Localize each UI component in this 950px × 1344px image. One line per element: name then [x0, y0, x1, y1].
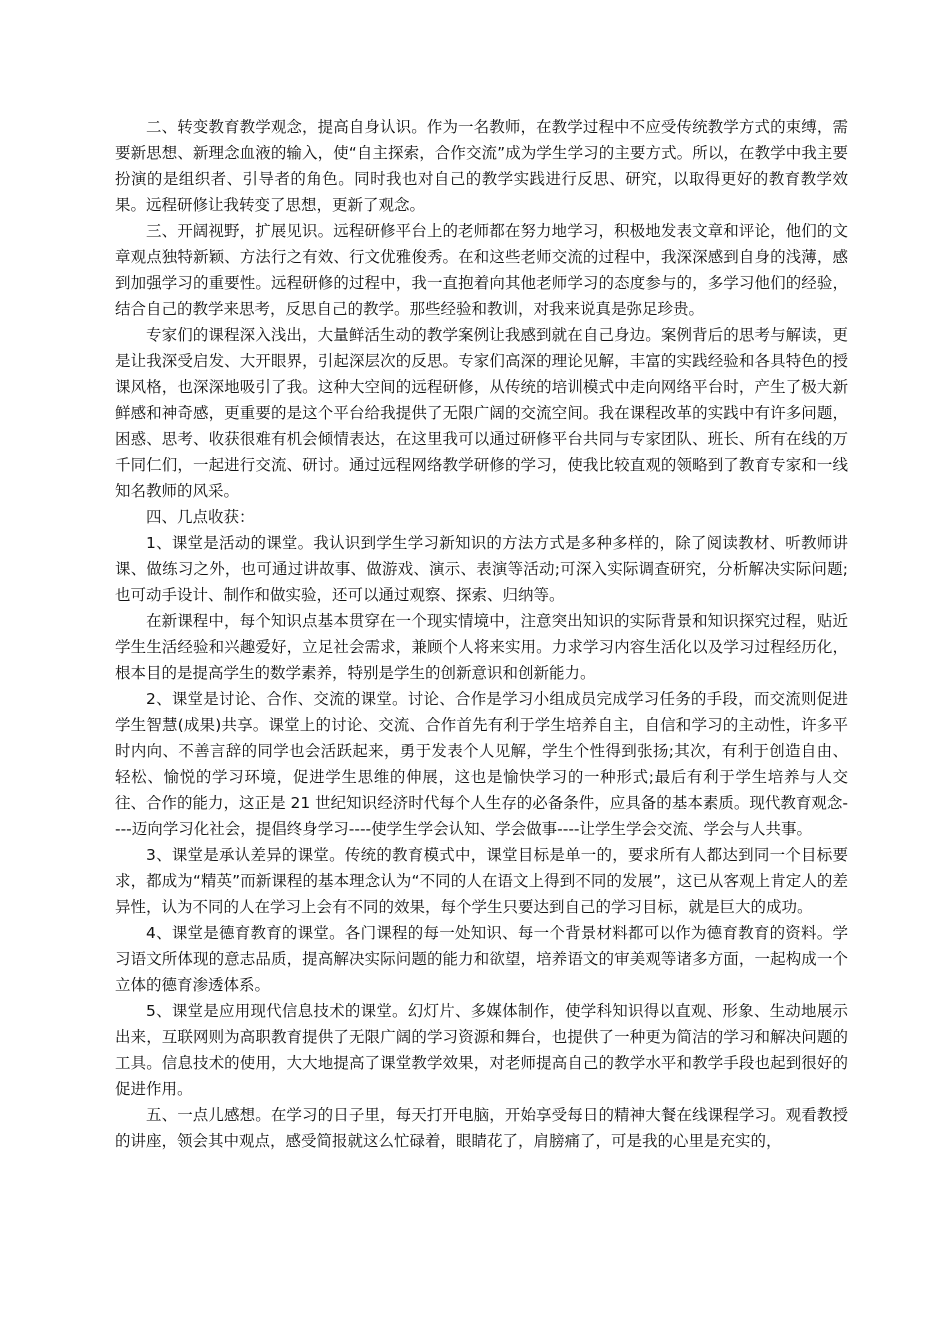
paragraph-reflections: 五、一点儿感想。在学习的日子里，每天打开电脑，开始享受每日的精神大餐在线课程学习。观看教授的讲座，领会其中观点，感受简报就这么忙碌着，眼睛花了，肩膀痛了，可是我的心里是充实的，	[115, 1106, 848, 1150]
paragraph-gain-5: 5、课堂是应用现代信息技术的课堂。幻灯片、多媒体制作，使学科知识得以直观、形象、生动地展示出来，互联网则为高职教育提供了无限广阔的学习资源和舞台，也提供了一种更为简洁的学习和解决问题的工具。信息技术的使用，大大地提高了课堂教学效果，对老师提高自己的教学水平和教学手段也起到很好的促进作用。	[115, 1002, 848, 1098]
paragraph-expert-courses: 专家们的课程深入浅出，大量鲜活生动的教学案例让我感到就在自己身边。案例背后的思考与解读，更是让我深受启发、大开眼界，引起深层次的反思。专家们高深的理论见解，丰富的实践经验和各具特色的授课风格，也深深地吸引了我。这种大空间的远程研修，从传统的培训模式中走向网络平台时，产生了极大新鲜感和神奇感，更重要的是这个平台给我提供了无限广阔的交流空间。我在课程改革的实践中有许多问题，困惑、思考、收获很难有机会倾情表达，在这里我可以通过研修平台共同与专家团队、班长、所有在线的万千同仁们，一起进行交流、研讨。通过远程网络教学研修的学习，使我比较直观的领略到了教育专家和一线知名教师的风采。	[115, 326, 848, 500]
paragraph-gain-1: 1、课堂是活动的课堂。我认识到学生学习新知识的方法方式是多种多样的，除了阅读教材、听教师讲课、做练习之外，也可通过讲故事、做游戏、演示、表演等活动;可深入实际调查研究，分析解决实际问题;也可动手设计、制作和做实验，还可以通过观察、探索、归纳等。	[115, 534, 848, 604]
paragraph-transform-concepts: 二、转变教育教学观念，提高自身认识。作为一名教师，在教学过程中不应受传统教学方式的束缚，需要新思想、新理念血液的输入，使“自主探索，合作交流”成为学生学习的主要方式。所以，在教学中我主要扮演的是组织者、引导者的角色。同时我也对自己的教学实践进行反思、研究，以取得更好的教育教学效果。远程研修让我转变了思想，更新了观念。	[115, 118, 848, 214]
document-body	[115, 114, 848, 1154]
section-heading-gains: 四、几点收获：	[146, 508, 255, 526]
paragraph-gain-2: 2、课堂是讨论、合作、交流的课堂。讨论、合作是学习小组成员完成学习任务的手段，而交流则促进学生智慧(成果)共享。课堂上的讨论、交流、合作首先有利于学生培养自主，自信和学习的主动性，许多平时内向、不善言辞的同学也会活跃起来，勇于发表个人见解，学生个性得到张扬;其次，有利于创造自由、轻松、愉悦的学习环境，促进学生思维的伸展，这也是愉快学习的一种形式;最后有利于学生培养与人交往、合作的能力，这正是 21 世纪知识经济时代每个人生存的必备条件，应具备的基本素质。现代教育观念----迈向学习化社会，提倡终身学习----使学生学会认知、学会做事----让学生学会交流、学会与人共事。	[115, 690, 848, 838]
paragraph-broaden-horizons: 三、开阔视野，扩展见识。远程研修平台上的老师都在努力地学习，积极地发表文章和评论，他们的文章观点独特新颖、方法行之有效、行文优雅俊秀。在和这些老师交流的过程中，我深深感到自身的浅薄，感到加强学习的重要性。远程研修的过程中，我一直抱着向其他老师学习的态度参与的，多学习他们的经验，结合自己的教学来思考，反思自己的教学。那些经验和教训，对我来说真是弥足珍贵。	[115, 222, 848, 318]
paragraph-new-curriculum: 在新课程中，每个知识点基本贯穿在一个现实情境中，注意突出知识的实际背景和知识探究过程，贴近学生生活经验和兴趣爱好，立足社会需求，兼顾个人将来实用。力求学习内容生活化以及学习过程经历化，根本目的是提高学生的数学素养，特别是学生的创新意识和创新能力。	[115, 612, 848, 682]
paragraph-gain-4: 4、课堂是德育教育的课堂。各门课程的每一处知识、每一个背景材料都可以作为德育教育的资料。学习语文所体现的意志品质，提高解决实际问题的能力和欲望，培养语文的审美观等诸多方面，一起构成一个立体的德育渗透体系。	[115, 924, 848, 994]
paragraph-gain-3: 3、课堂是承认差异的课堂。传统的教育模式中，课堂目标是单一的，要求所有人都达到同一个目标要求，都成为“精英”而新课程的基本理念认为“不同的人在语文上得到不同的发展”，这已从客观上肯定人的差异性，认为不同的人在学习上会有不同的效果，每个学生只要达到自己的学习目标，就是巨大的成功。	[115, 846, 848, 916]
